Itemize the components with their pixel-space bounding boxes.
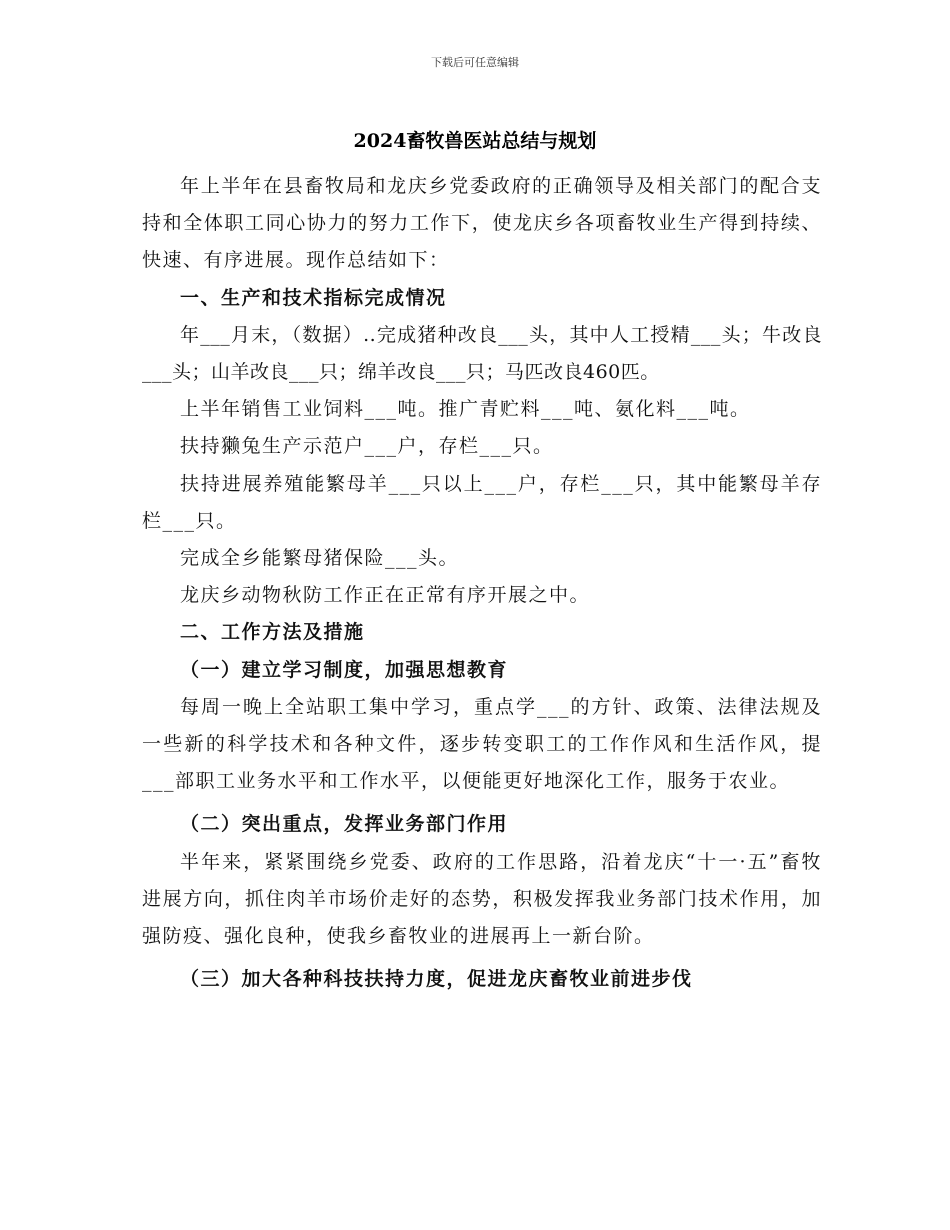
subsection-heading-2: （二）突出重点，发挥业务部门作用 (180, 813, 509, 836)
body-paragraph: 半年来，紧紧围绕乡党委、政府的工作思路，沿着龙庆“十一·五”畜牧进展方向，抓住肉羊市场价走好的态势，积极发挥我业务部门技术作用，加强防疫、强化良种，使我乡畜牧业的进展再上一新台阶。 (142, 850, 822, 948)
body-paragraph: 扶持獭兔生产示范户___户，存栏___只。 (180, 435, 554, 458)
section-heading-2: 二、工作方法及措施 (180, 621, 365, 644)
body-paragraph: 上半年销售工业饲料___吨。推广青贮料___吨、氨化料___吨。 (180, 398, 751, 421)
section-heading-1: 一、生产和技术指标完成情况 (180, 286, 447, 309)
subsection-heading-3: （三）加大各种科技扶持力度，促进龙庆畜牧业前进步伐 (180, 968, 693, 991)
subsection-heading-1: （一）建立学习制度，加强思想教育 (180, 658, 509, 681)
body-paragraph: 完成全乡能繁母猪保险___头。 (180, 547, 460, 570)
body-paragraph: 龙庆乡动物秋防工作正在正常有序开展之中。 (180, 584, 591, 607)
body-paragraph: 扶持进展养殖能繁母羊___只以上___户，存栏___只，其中能繁母羊存栏___只。 (142, 472, 822, 532)
header-note: 下载后可任意编辑 (431, 56, 519, 69)
document-title: 2024畜牧兽医站总结与规划 (353, 130, 597, 152)
body-paragraph: 年___月末，（数据）..完成猪种改良___头，其中人工授精___头；牛改良___头；山羊改良___只；绵羊改良___只；马匹改良460匹。 (142, 323, 822, 384)
document-body (142, 168, 822, 998)
intro-paragraph: 年上半年在县畜牧局和龙庆乡党委政府的正确领导及相关部门的配合支持和全体职工同心协力的努力工作下，使龙庆乡各项畜牧业生产得到持续、快速、有序进展。现作总结如下： (142, 175, 822, 272)
body-paragraph: 每周一晚上全站职工集中学习，重点学___的方针、政策、法律法规及一些新的科学技术和各种文件，逐步转变职工的工作作风和生活作风，提___部职工业务水平和工作水平，以便能更好地深化工作，服务于农业。 (142, 695, 822, 793)
